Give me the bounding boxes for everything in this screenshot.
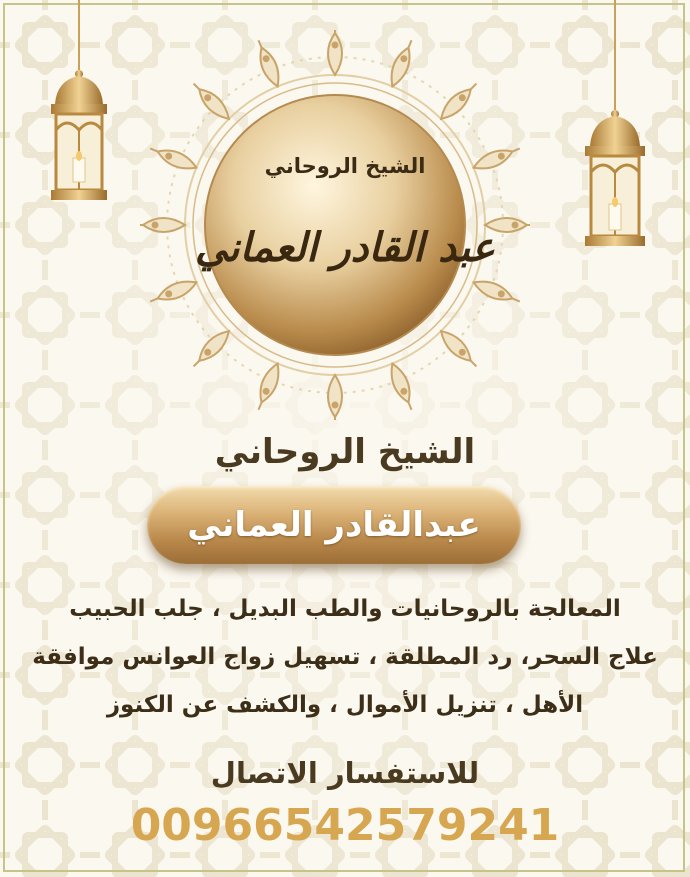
phone-number[interactable]: 00966542579241 <box>130 800 560 851</box>
medallion-calligraphy-name: عبد القادر العماني <box>194 224 496 271</box>
right-lantern-icon <box>582 0 650 252</box>
description-line-3: الأهل ، تنزيل الأموال ، والكشف عن الكنوز <box>106 692 584 718</box>
name-badge <box>147 486 521 564</box>
headline: الشيخ الروحاني <box>214 432 476 472</box>
name-badge-label: عبدالقادر العماني <box>187 505 481 545</box>
contact-label: للاستفسار الاتصال <box>210 756 480 790</box>
description-line-2: علاج السحر، رد المطلقة ، تسهيل زواج العوانس موافقة <box>32 644 658 670</box>
medallion-small-title: الشيخ الروحاني <box>264 154 426 178</box>
description-line-1: المعالجة بالروحانيات والطب البديل ، جلب الحبيب <box>69 596 621 622</box>
